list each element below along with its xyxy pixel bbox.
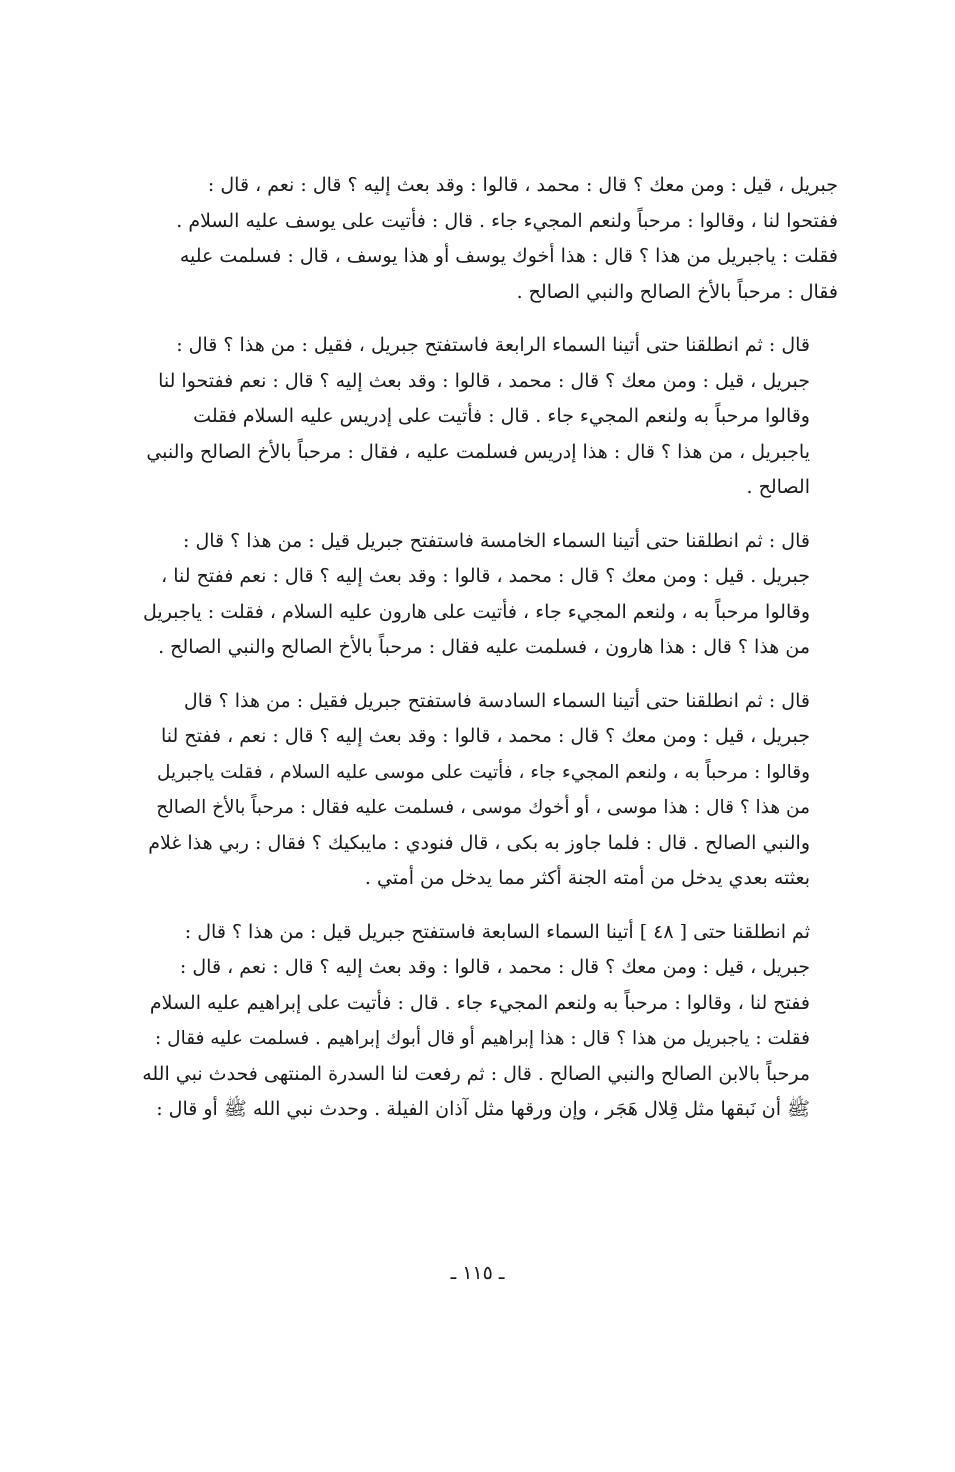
page-body [140, 168, 838, 1146]
text-line: من هذا ؟ قال : هذا موسى ، أو أخوك موسى ، فسلمت عليه فقال : مرحباً بالأخ الصالح [156, 797, 810, 818]
text-line: ثم انطلقنا حتى [ ٤٨ ] أتينا السماء السابعة فاستفتح جبريل قيل : من هذا ؟ قال : [184, 920, 810, 943]
text-line: الصالح . [746, 476, 810, 498]
text-line: من هذا ؟ قال : هذا هارون ، فسلمت عليه فقال : مرحباً بالأخ الصالح والنبي الصالح . [158, 636, 810, 658]
text-line: والنبي الصالح . قال : فلما جاوز به بكى ، قال فنودي : مايبكيك ؟ فقال : ربي هذا غلام [148, 831, 810, 854]
text-line: ففتحوا لنا ، وقالوا : مرحباً ولنعم المجيء جاء . قال : فأتيت على يوسف عليه السلام . [176, 209, 838, 232]
text-line: ﷺ أن نَبقها مثل قِلال هَجَر ، وإن ورقها مثل آذان الفيلة . وحدث نبي الله ﷺ أو قال : [156, 1098, 810, 1120]
text-line: جبريل ، قيل : ومن معك ؟ قال : محمد ، قالوا : وقد بعث إليه ؟ قال : نعم ، ففتح لنا [161, 725, 810, 747]
text-line: قال : ثم انطلقنا حتى أتينا السماء السادسة فاستفتح جبريل فقيل : من هذا ؟ قال [183, 689, 810, 712]
text-line: وقالوا مرحباً به ولنعم المجيء جاء . قال : فأتيت على إدريس عليه السلام فقلت [193, 405, 810, 427]
paragraph-1 [140, 168, 838, 310]
text-line: قال : ثم انطلقنا حتى أتينا السماء الخامسة فاستفتح جبريل قيل : من هذا ؟ قال : [183, 529, 810, 552]
text-line: وقالوا : مرحباً به ، ولنعم المجيء جاء ، فأتيت على موسى عليه السلام ، فقلت ياجبريل [157, 761, 810, 783]
text-line: فقلت : ياجبريل من هذا ؟ قال : هذا أخوك يوسف أو هذا يوسف ، قال : فسلمت عليه [179, 245, 838, 267]
text-line: جبريل . قيل : ومن معك ؟ قال : محمد ، قالوا : وقد بعث إليه ؟ قال : نعم ففتح لنا ، [161, 565, 810, 587]
page-number: ـ ١١٥ ـ [450, 1262, 505, 1284]
text-line: قال : ثم انطلقنا حتى أتينا السماء الرابعة فاستفتح جبريل ، فقيل : من هذا ؟ قال : [176, 334, 810, 356]
text-line: وقالوا مرحباً به ، ولنعم المجيء جاء ، فأتيت على هارون عليه السلام ، فقلت : ياجبريل [143, 600, 810, 623]
paragraph-2 [140, 328, 838, 506]
text-line: جبريل ، قيل : ومن معك ؟ قال : محمد ، قالوا : وقد بعث إليه ؟ قال : نعم ، قال : [207, 174, 838, 196]
paragraph-5 [140, 915, 838, 1128]
text-line: ففتح لنا ، وقالوا : مرحباً به ولنعم المجيء جاء . قال : فأتيت على إبراهيم عليه السلام [149, 991, 810, 1014]
text-line: فقال : مرحباً بالأخ الصالح والنبي الصالح . [516, 280, 838, 303]
text-line: جبريل ، قيل : ومن معك ؟ قال : محمد ، قالوا : وقد بعث إليه ؟ قال : نعم ، قال : [179, 956, 810, 978]
text-line: بعثته بعدي يدخل من أمته الجنة أكثر مما يدخل من أمتي . [364, 867, 810, 889]
paragraph-3 [140, 524, 838, 666]
text-line: مرحباً بالابن الصالح والنبي الصالح . قال : ثم رفعت لنا السدرة المنتهى فحدث نبي الله [142, 1062, 810, 1085]
text-line: جبريل ، قيل : ومن معك ؟ قال : محمد ، قالوا : وقد بعث إليه ؟ قال : نعم ففتحوا لنا [158, 369, 810, 392]
text-line: فقلت : ياجبريل من هذا ؟ قال : هذا إبراهيم أو قال أبوك إبراهيم . فسلمت عليه فقال : [155, 1028, 810, 1049]
text-line: ياجبريل ، من هذا ؟ قال : هذا إدريس فسلمت عليه ، فقال : مرحباً بالأخ الصالح والنبي [146, 440, 810, 463]
paragraph-4 [140, 684, 838, 897]
